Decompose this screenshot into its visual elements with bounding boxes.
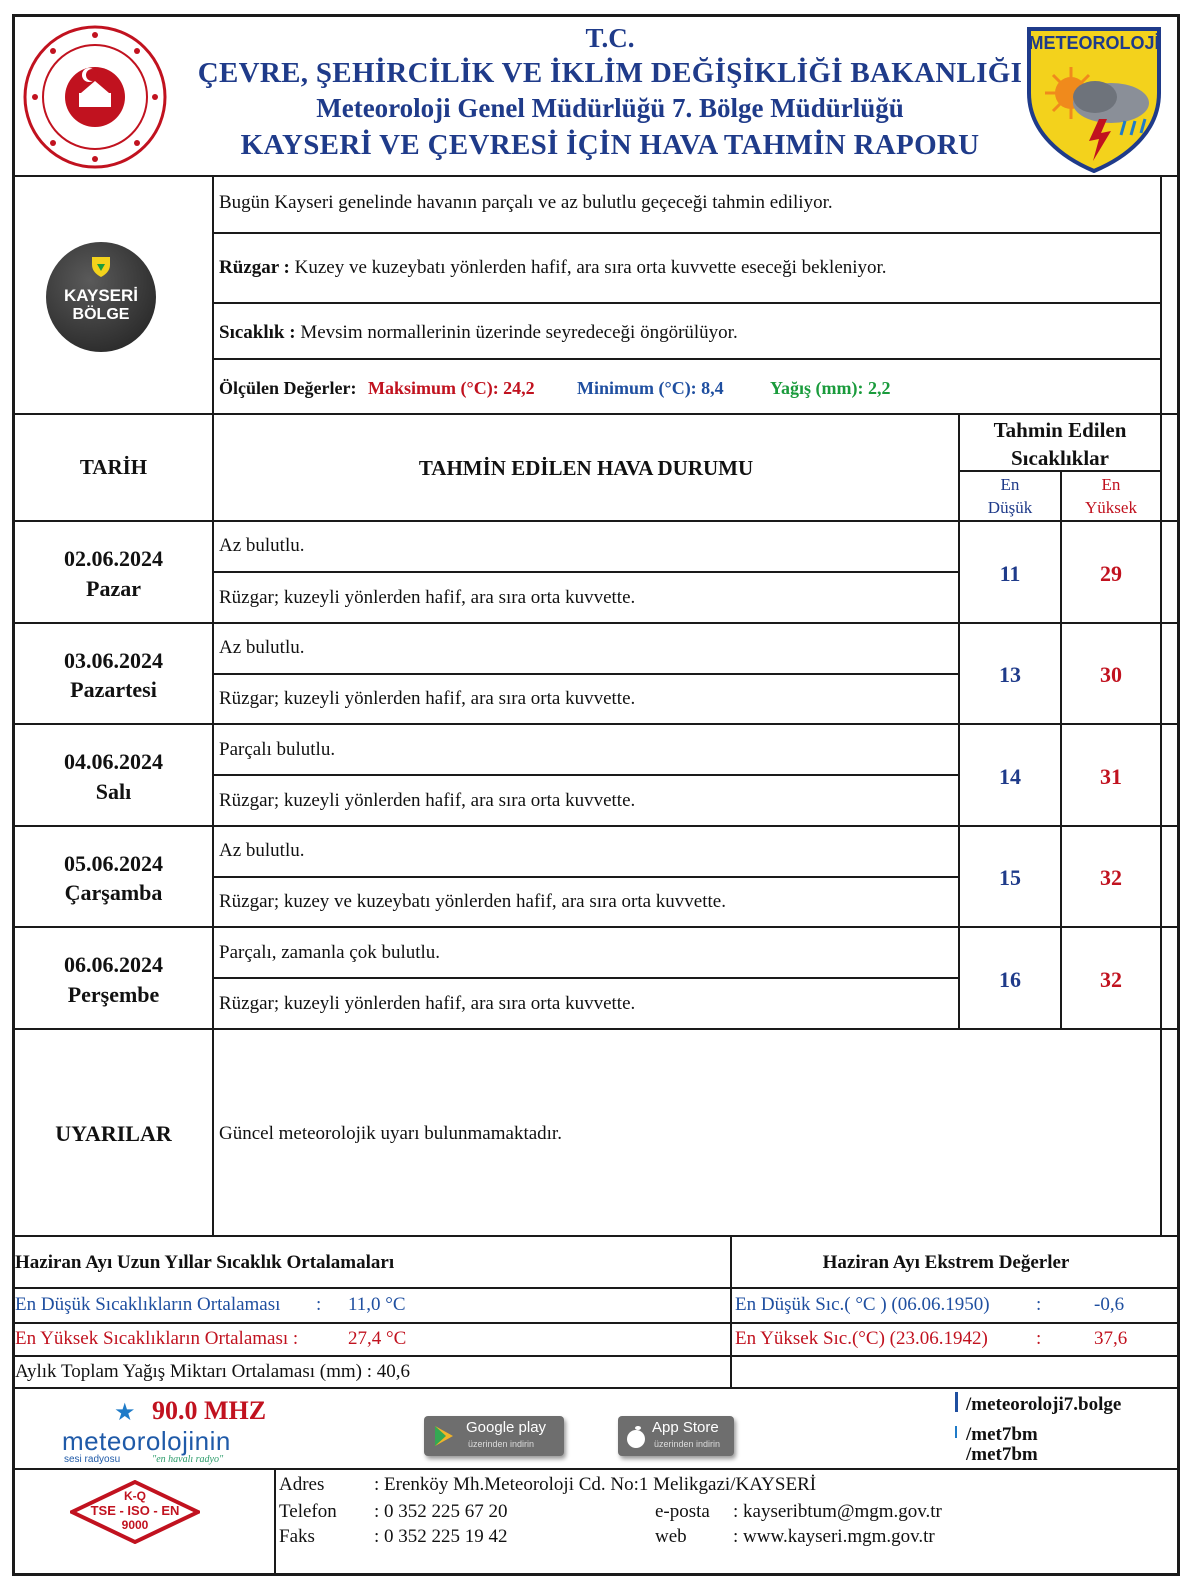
- apple-icon: [626, 1424, 646, 1448]
- row-wind: Rüzgar; kuzeyli yönlerden hafif, ara sıra orta kuvvette.: [219, 993, 636, 1014]
- divider: [15, 1287, 1177, 1289]
- divider: [15, 1028, 1177, 1030]
- row-high: 32: [1100, 967, 1122, 992]
- avg-low-value: 11,0 °C: [348, 1294, 406, 1315]
- twitter-icon: [955, 1426, 957, 1438]
- avg-low-colon: :: [316, 1294, 322, 1315]
- measured-min: Minimum (°C): 8,4: [577, 378, 724, 398]
- temp-label: Sıcaklık :: [219, 322, 296, 343]
- ext-high-label: En Yüksek Sıc.(°C) (23.06.1942): [735, 1328, 988, 1349]
- cert-line3: 9000: [121, 1518, 149, 1532]
- row-weekday: Pazar: [86, 576, 141, 601]
- divider: [15, 1387, 1177, 1389]
- ext-low-label: En Düşük Sıc.( °C ) (06.06.1950): [735, 1294, 990, 1315]
- avg-high-value: 27,4 °C: [348, 1328, 407, 1349]
- divider: [274, 1468, 276, 1576]
- row-high: 31: [1100, 764, 1122, 789]
- row-weekday: Çarşamba: [64, 880, 163, 905]
- svg-text:METEOROLOJİ: METEOROLOJİ: [1028, 33, 1160, 53]
- col-header-low-line1: En: [1000, 475, 1020, 494]
- radio-slogan: "en havalı radyo": [152, 1454, 224, 1465]
- app-store-label: App Store: [652, 1419, 719, 1436]
- divider: [212, 774, 958, 776]
- kayseri-bolge-badge: [46, 242, 156, 352]
- row-low: 14: [999, 764, 1021, 789]
- cert-line2: TSE - ISO - EN: [90, 1503, 180, 1518]
- divider: [1060, 470, 1062, 1030]
- row-wind: Rüzgar; kuzeyli yönlerden hafif, ara sıra orta kuvvette.: [219, 790, 636, 811]
- temp-text: Mevsim normallerinin üzerinde seyredeceği öngörülüyor.: [300, 322, 738, 343]
- row-date: 06.06.2024: [64, 952, 163, 977]
- summary-temperature: [219, 322, 738, 344]
- row-sky: Az bulutlu.: [219, 637, 305, 658]
- row-date: 02.06.2024: [64, 546, 163, 571]
- divider: [15, 926, 1177, 928]
- warnings-text: Güncel meteorolojik uyarı bulunmamaktadır.: [219, 1123, 562, 1144]
- summary-general: Bugün Kayseri genelinde havanın parçalı ve az bulutlu geçeceği tahmin ediliyor.: [219, 192, 833, 213]
- divider: [212, 358, 1160, 360]
- divider: [15, 723, 1177, 725]
- meteoroloji-shield-icon: [1025, 23, 1163, 173]
- avg-high-label: En Yüksek Sıcaklıkların Ortalaması :: [15, 1328, 299, 1349]
- email-label: e-posta: [655, 1501, 710, 1522]
- climate-avg-title: Haziran Ayı Uzun Yıllar Sıcaklık Ortalamaları: [15, 1252, 395, 1273]
- google-play-icon: [432, 1424, 456, 1448]
- divider: [212, 175, 214, 1235]
- web-label: web: [655, 1526, 687, 1547]
- badge-line2: BÖLGE: [72, 306, 130, 323]
- measured-max: Maksimum (°C): 24,2: [368, 378, 535, 398]
- divider: [212, 232, 1160, 234]
- divider: [212, 977, 958, 979]
- divider: [15, 622, 1177, 624]
- row-weekday: Pazartesi: [70, 677, 157, 702]
- facebook-icon: [955, 1392, 958, 1412]
- header-tc: T.C.: [585, 23, 635, 53]
- app-store-badge[interactable]: [618, 1416, 734, 1456]
- email-value[interactable]: : kayseribtum@mgm.gov.tr: [733, 1501, 942, 1522]
- row-sky: Parçalı, zamanla çok bulutlu.: [219, 942, 441, 963]
- col-header-high-line2: Yüksek: [1085, 498, 1137, 517]
- row-date: 03.06.2024: [64, 648, 163, 673]
- fax-label: Faks: [279, 1526, 315, 1547]
- divider: [212, 571, 958, 573]
- col-header-temps-line1: Tahmin Edilen: [993, 418, 1127, 442]
- row-wind: Rüzgar; kuzey ve kuzeybatı yönlerden hafif, ara sıra orta kuvvette.: [219, 891, 726, 912]
- wind-label: Rüzgar :: [219, 257, 290, 278]
- google-play-label: Google play: [466, 1419, 547, 1436]
- phone-value: : 0 352 225 67 20: [374, 1501, 508, 1522]
- star-icon: ★: [114, 1400, 136, 1426]
- divider: [212, 302, 1160, 304]
- warnings-label: UYARILAR: [55, 1121, 172, 1146]
- row-weekday: Perşembe: [67, 982, 160, 1007]
- row-wind: Rüzgar; kuzeyli yönlerden hafif, ara sıra orta kuvvette.: [219, 587, 636, 608]
- address-label: Adres: [279, 1474, 325, 1495]
- app-store-sub: üzerinden indirin: [654, 1439, 721, 1449]
- col-header-temps-line2: Sıcaklıklar: [1010, 446, 1110, 470]
- measured-precip: Yağış (mm): 2,2: [770, 378, 891, 398]
- row-sky: Parçalı bulutlu.: [219, 739, 336, 760]
- col-header-high-line1: En: [1101, 475, 1121, 494]
- row-wind: Rüzgar; kuzeyli yönlerden hafif, ara sıra orta kuvvette.: [219, 688, 636, 709]
- wind-text: Kuzey ve kuzeybatı yönlerden hafif, ara sıra orta kuvvette eseceği bekleniyor.: [294, 257, 887, 278]
- precip-average: Aylık Toplam Yağış Miktarı Ortalaması (mm) : 40,6: [15, 1361, 411, 1382]
- measured-label: Ölçülen Değerler:: [219, 378, 357, 398]
- address-value: : Erenköy Mh.Meteoroloji Cd. No:1 Melikgazi/KAYSERİ: [374, 1474, 817, 1495]
- report-header: [15, 17, 1177, 177]
- row-sky: Az bulutlu.: [219, 535, 305, 556]
- social-instagram[interactable]: /met7bm: [966, 1444, 1038, 1465]
- ext-low-value: -0,6: [1094, 1294, 1125, 1315]
- row-weekday: Salı: [95, 779, 132, 804]
- header-ministry: ÇEVRE, ŞEHİRCİLİK VE İKLİM DEĞİŞİKLİĞİ BAKANLIĞI: [197, 57, 1023, 89]
- row-low: 11: [999, 561, 1021, 586]
- ext-high-colon: :: [1036, 1328, 1042, 1349]
- fax-value: : 0 352 225 19 42: [374, 1526, 508, 1547]
- row-high: 30: [1100, 662, 1122, 687]
- row-sky: Az bulutlu.: [219, 840, 305, 861]
- row-date: 04.06.2024: [64, 749, 163, 774]
- row-low: 15: [999, 865, 1021, 890]
- divider: [15, 1355, 1177, 1357]
- divider: [12, 1468, 274, 1470]
- row-high: 32: [1100, 865, 1122, 890]
- row-low: 16: [999, 967, 1021, 992]
- header-report-title: KAYSERİ VE ÇEVRESİ İÇİN HAVA TAHMİN RAPORU: [240, 129, 980, 161]
- divider: [1160, 175, 1162, 1235]
- radio-logo: [62, 1396, 292, 1468]
- radio-name: meteorolojinin: [62, 1426, 231, 1456]
- divider: [15, 825, 1177, 827]
- divider: [212, 876, 958, 878]
- avg-low-label: En Düşük Sıcaklıkların Ortalaması: [15, 1294, 281, 1315]
- google-play-badge[interactable]: [424, 1416, 564, 1456]
- radio-sub: sesi radyosu: [64, 1454, 121, 1465]
- row-low: 13: [999, 662, 1021, 687]
- web-value[interactable]: : www.kayseri.mgm.gov.tr: [733, 1526, 935, 1547]
- social-facebook[interactable]: /meteoroloji7.bolge: [966, 1394, 1122, 1415]
- radio-frequency: 90.0 MHZ: [152, 1396, 267, 1425]
- header-directorate: Meteoroloji Genel Müdürlüğü 7. Bölge Müdürlüğü: [316, 93, 904, 123]
- badge-line1: KAYSERİ: [63, 286, 138, 305]
- row-high: 29: [1100, 561, 1122, 586]
- col-header-low-line2: Düşük: [987, 498, 1033, 517]
- divider: [15, 1235, 1177, 1237]
- mini-shield-icon: [91, 256, 111, 278]
- divider: [15, 1322, 1177, 1324]
- cert-line1: K-Q: [124, 1489, 146, 1503]
- social-twitter[interactable]: /met7bm: [966, 1424, 1038, 1445]
- google-play-sub: üzerinden indirin: [468, 1439, 535, 1449]
- row-date: 05.06.2024: [64, 851, 163, 876]
- divider: [274, 1468, 1177, 1470]
- divider: [15, 520, 1177, 522]
- ext-high-value: 37,6: [1094, 1328, 1128, 1349]
- ext-low-colon: :: [1036, 1294, 1042, 1315]
- divider: [15, 413, 1177, 415]
- summary-wind: [219, 257, 887, 279]
- col-header-forecast: TAHMİN EDİLEN HAVA DURUMU: [418, 456, 754, 480]
- col-header-date: TARİH: [79, 455, 148, 479]
- ministry-seal-icon: [21, 23, 169, 171]
- divider: [212, 673, 958, 675]
- climate-extreme-title: Haziran Ayı Ekstrem Değerler: [822, 1252, 1070, 1273]
- phone-label: Telefon: [279, 1501, 337, 1522]
